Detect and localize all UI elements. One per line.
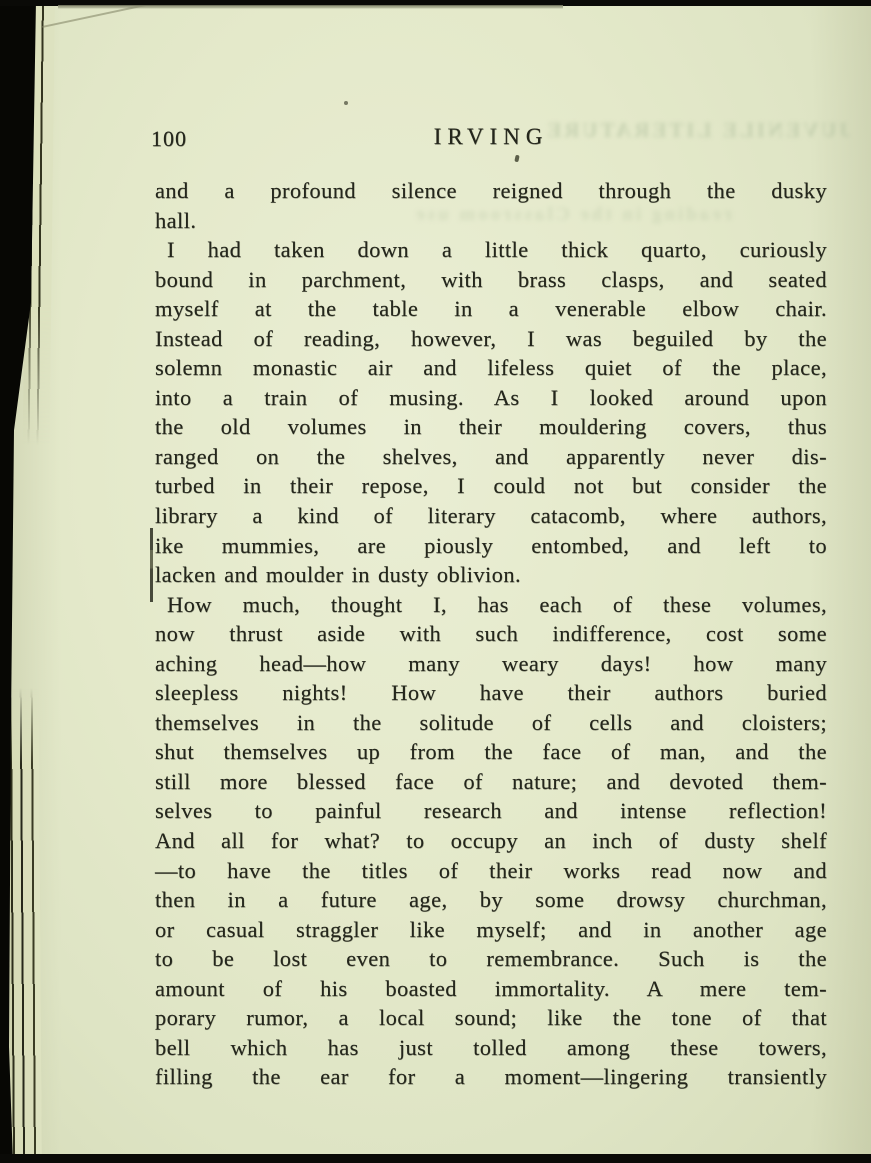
paragraph: [155, 590, 827, 1092]
text-line: bound in parchment, with brass clasps, and seated: [155, 266, 827, 292]
text-line: themselves in the solitude of cells and cloisters;: [155, 709, 827, 735]
text-line: or casual straggler like myself; and in another age: [155, 916, 827, 942]
text-line: and a profound silence reigned through the dusky: [155, 178, 827, 203]
text-line: library a kind of literary catacomb, where authors,: [155, 503, 827, 529]
paragraph: [155, 176, 827, 235]
text-line: sleepless nights! How have their authors buried: [155, 680, 827, 706]
text-line: lacken and moulder in dusty oblivion.: [155, 562, 521, 588]
page-header: [151, 124, 827, 154]
text-line: to be lost even to remembrance. Such is the: [155, 946, 827, 972]
text-line: then in a future age, by some drowsy churchman,: [155, 887, 827, 913]
scan-border-bottom: [0, 1154, 871, 1163]
print-defect-dot: [344, 101, 348, 105]
text-line: ranged on the shelves, and apparently never dis-: [155, 443, 827, 469]
text-line: bell which has just tolled among these towers,: [155, 1034, 827, 1060]
text-line: now thrust aside with such indifference, cost some: [155, 621, 827, 647]
print-defect-mark: [514, 155, 519, 163]
bleed-through-line: reading in the Classroom use: [413, 204, 732, 225]
text-line: still more blessed face of nature; and devoted them-: [155, 768, 827, 794]
text-line: myself at the table in a venerable elbow chair.: [155, 296, 827, 322]
text-line: hall.: [155, 207, 197, 233]
text-line: selves to painful research and intense reflection!: [155, 798, 827, 824]
running-head-title: IRVING: [433, 124, 549, 149]
top-page-edge-line: [58, 5, 563, 9]
text-line: —to have the titles of their works read now and: [155, 857, 827, 883]
page-number: 100: [151, 126, 187, 151]
text-line: How much, thought I, has each of these volumes,: [167, 591, 827, 617]
text-line: porary rumor, a local sound; like the tone of that: [155, 1005, 827, 1031]
page-body: [155, 176, 827, 1092]
text-line: filling the ear for a moment—lingering transiently: [155, 1064, 827, 1090]
text-line: I had taken down a little thick quarto, curiously: [167, 237, 827, 263]
text-line: the old volumes in their mouldering covers, thus: [155, 414, 827, 440]
text-line: amount of his boasted immortality. A mere tem-: [155, 975, 827, 1001]
bleed-through-line: JUVENILE LITERATURE: [544, 118, 850, 142]
text-line: And all for what? to occupy an inch of dusty shelf: [155, 828, 827, 854]
text-line: into a train of musing. As I looked around upon: [155, 384, 827, 410]
text-line: turbed in their repose, I could not but consider the: [155, 473, 827, 499]
text-line: solemn monastic air and lifeless quiet of the place,: [155, 355, 827, 381]
cut-letter-mark: [150, 528, 153, 602]
text-line: shut themselves up from the face of man, and the: [155, 739, 827, 765]
paragraph: [155, 235, 827, 590]
text-line: ike mummies, are piously entombed, and left to: [155, 532, 827, 558]
text-line: Instead of reading, however, I was beguiled by the: [155, 325, 827, 351]
text-line: aching head—how many weary days! how many: [155, 650, 827, 676]
